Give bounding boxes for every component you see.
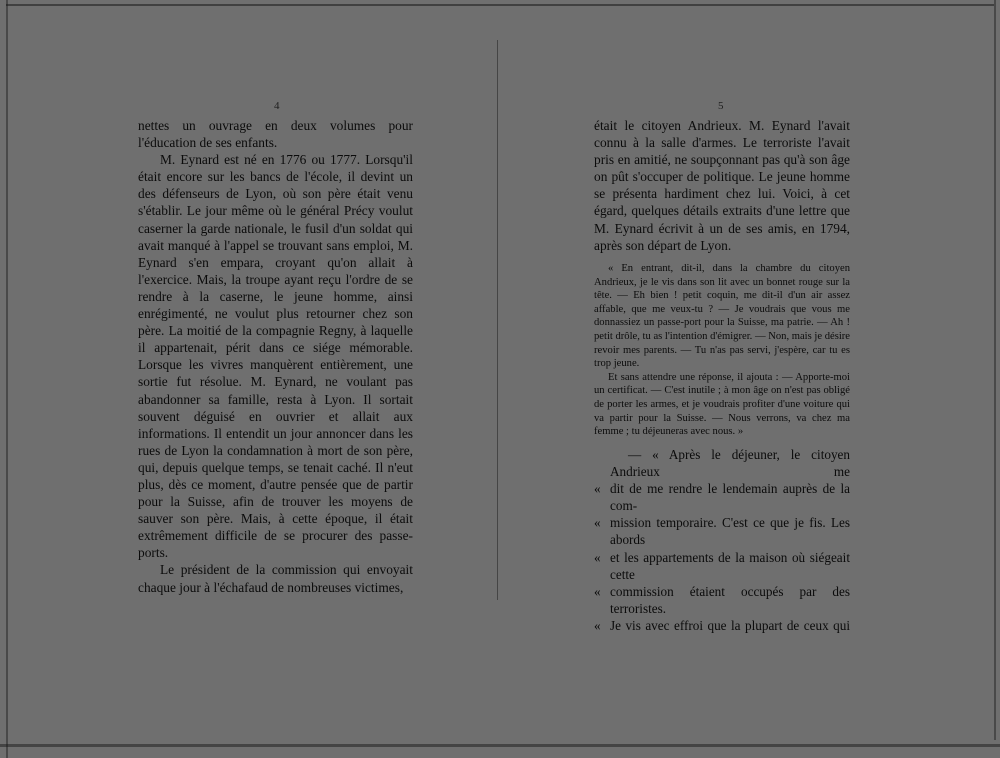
left-paragraph-2: M. Eynard est né en 1776 ou 1777. Lorsqu'il était encore sur les bancs de l'école, il devint un des défenseurs de Lyon, où son père était venu s'établir. Le jour même où le général Précy voulut caserner la garde nationale, le fusil d'un soldat qui avait manqué à l'appel se trouvant sans emploi, M. Eynard s'en empara, croyant qu'on allait à l'exercice. Mais, la troupe ayant reçu l'ordre de se rendre à la caserne, le jeune homme, ainsi enrégimenté, ne voulut plus retourner chez son père. La moitié de la compagnie Regny, à laquelle il appartenait, périt dans ce siége mémorable. Lorsque les vivres manquèrent entièrement, une sortie fut résolue. M. Eynard, ne voulant pas abandonner sa famille, resta à Lyon. Il sortait souvent déguisé en ouvrier et allait aux informations. Il entendit un jour annoncer dans les rues de Lyon la condamnation à mort de son père, qui, depuis quelque temps, se tenait caché. Il n'eut plus, dès ce moment, d'autre pensée que de partir pour la Suisse, afin de trouver les moyens de sauver son père. Mais, à cette époque, il était extrêmement difficile de se procurer des passe-ports.	[138, 152, 413, 561]
continued-quote	[594, 446, 850, 634]
guillemet-mark: «	[594, 617, 601, 633]
guillemet-mark: «	[594, 549, 601, 565]
guillemet-mark	[594, 446, 610, 480]
guillemet-mark: «	[594, 583, 601, 599]
quote-line-text: et les appartements de la maison où siégeait cette	[610, 549, 850, 582]
quote-line-text: — « Après le déjeuner, le citoyen Andrieux me	[610, 447, 850, 480]
quote-line	[594, 617, 850, 634]
quote-paragraph-2: Et sans attendre une réponse, il ajouta : — Apporte-moi un certificat. — C'est inutile ; à mon âge on n'est pas obligé de porter les armes, et je voudrais profiter d'une voiture qui va partir pour la Suisse. — Nous verrons, va chez ma femme ; tu déjeuneras avec nous. »	[594, 371, 850, 438]
left-paragraph-1: nettes un ouvrage en deux volumes pour l'éducation de ses enfants.	[138, 118, 413, 151]
guillemet-mark: «	[594, 481, 601, 497]
left-page-number: 4	[274, 100, 280, 112]
bottom-page-edge	[0, 744, 1000, 747]
right-page-edge	[994, 0, 996, 740]
quote-line-text: mission temporaire. C'est ce que je fis. Les abords	[610, 515, 850, 548]
guillemet-mark: «	[594, 515, 601, 531]
letter-quote	[594, 262, 850, 439]
quote-line	[594, 549, 850, 583]
right-paragraph-1: était le citoyen Andrieux. M. Eynard l'avait connu à la salle d'armes. Le terroriste l'avait pris en amitié, ne soupçonnant pas qu'à son âge on pût s'occuper de politique. Le jeune homme se présenta hardiment chez lui. Voici, à cet égard, quelques détails extraits d'une lettre que M. Eynard écrivit à un de ses amis, en 1794, après son départ de Lyon.	[594, 118, 850, 253]
right-page-text	[594, 117, 850, 254]
quote-line-text: Je vis avec effroi que la plupart de ceux qui	[610, 617, 850, 633]
quote-line	[594, 514, 850, 548]
book-gutter	[497, 40, 498, 600]
left-paragraph-3: Le président de la commission qui envoyait chaque jour à l'échafaud de nombreuses victimes,	[138, 562, 413, 595]
top-page-edge	[6, 4, 994, 6]
left-page-text	[138, 117, 413, 596]
left-page-edge	[6, 0, 8, 758]
quote-line-text: commission étaient occupés par des terroristes.	[610, 583, 850, 616]
quote-line-text: dit de me rendre le lendemain auprès de la com-	[610, 481, 850, 514]
quote-line	[594, 583, 850, 617]
quote-line	[594, 446, 850, 480]
right-page-number: 5	[718, 100, 724, 112]
quote-line	[594, 480, 850, 514]
quote-paragraph-1: « En entrant, dit-il, dans la chambre du citoyen Andrieux, je le vis dans son lit avec un bonnet rouge sur la tête. — Eh bien ! petit coquin, me dit-il d'un air assez affable, que me veux-tu ? — Je voudrais que vous me donnassiez un passe-port pour la Suisse, ma patrie. — Ah ! petit drôle, tu as l'intention d'émigrer. — Non, mais je désire revoir mes parents. — Tu n'as pas servi, j'espère, car tu es trop jeune.	[594, 263, 850, 370]
